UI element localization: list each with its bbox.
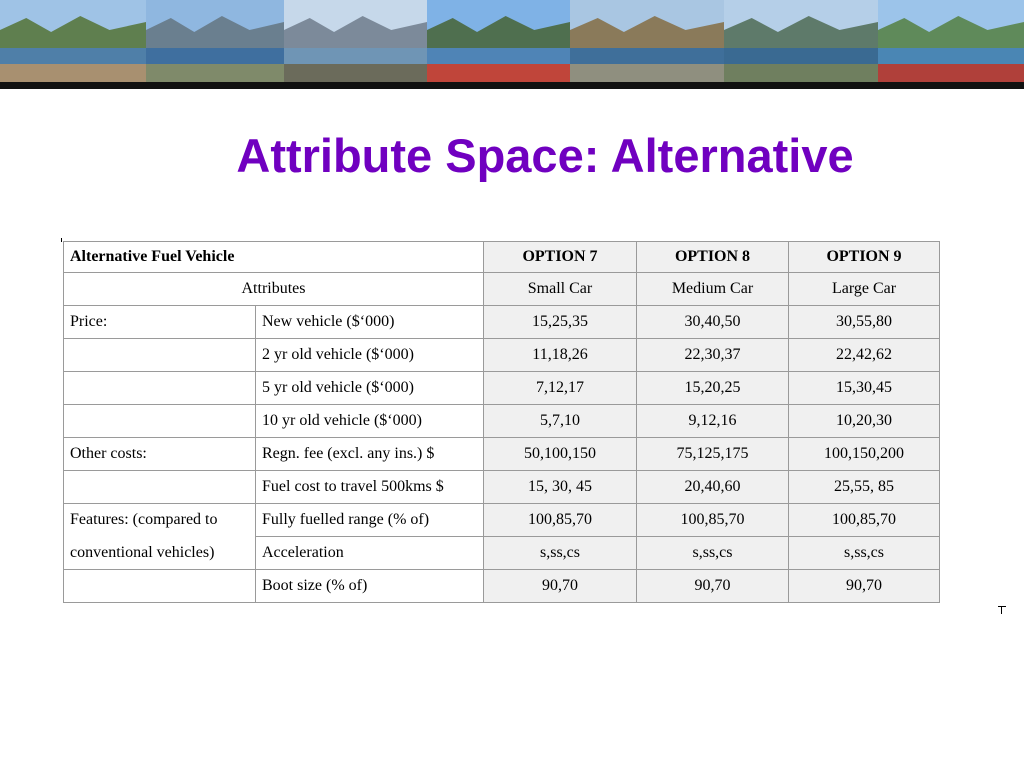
table-subheader-row <box>64 273 940 306</box>
table-header-row <box>64 242 940 273</box>
attribute-cell: Fuel cost to travel 500kms $ <box>256 471 484 504</box>
value-cell: 100,85,70 <box>789 504 940 537</box>
value-cell: 100,85,70 <box>637 504 789 537</box>
value-cell: 22,42,62 <box>789 339 940 372</box>
table-corner-mark <box>61 238 62 242</box>
value-cell: 10,20,30 <box>789 405 940 438</box>
group-cell <box>64 339 256 372</box>
option-header: OPTION 8 <box>637 242 789 273</box>
group-cell <box>64 570 256 603</box>
group-cell: Other costs: <box>64 438 256 471</box>
value-cell: 15,25,35 <box>484 306 637 339</box>
attribute-cell: 2 yr old vehicle ($‘000) <box>256 339 484 372</box>
value-cell: 22,30,37 <box>637 339 789 372</box>
attribute-cell: 5 yr old vehicle ($‘000) <box>256 372 484 405</box>
lake-panorama-photo <box>146 0 284 82</box>
value-cell: 25,55, 85 <box>789 471 940 504</box>
table-corner-mark <box>1001 606 1002 614</box>
value-cell: 20,40,60 <box>637 471 789 504</box>
option-header: OPTION 9 <box>789 242 940 273</box>
table-row <box>64 372 940 405</box>
attribute-cell: Acceleration <box>256 537 484 570</box>
table-row <box>64 306 940 339</box>
value-cell: 15,30,45 <box>789 372 940 405</box>
group-cell: Features: (compared to <box>64 504 256 537</box>
palm-garden-photo <box>427 0 570 82</box>
group-cell: Price: <box>64 306 256 339</box>
attribute-table <box>63 241 940 603</box>
group-cell <box>64 372 256 405</box>
attribute-cell: New vehicle ($‘000) <box>256 306 484 339</box>
table-row <box>64 537 940 570</box>
attribute-table-container <box>63 241 940 603</box>
value-cell: 11,18,26 <box>484 339 637 372</box>
slide-title: Attribute Space: Alternative <box>236 129 854 182</box>
table-row <box>64 339 940 372</box>
value-cell: s,ss,cs <box>637 537 789 570</box>
attribute-cell: 10 yr old vehicle ($‘000) <box>256 405 484 438</box>
value-cell: 9,12,16 <box>637 405 789 438</box>
photo-banner <box>0 0 1024 82</box>
value-cell: 30,40,50 <box>637 306 789 339</box>
attribute-cell: Regn. fee (excl. any ins.) $ <box>256 438 484 471</box>
value-cell: 100,85,70 <box>484 504 637 537</box>
rock-peak-photo <box>570 0 724 82</box>
group-cell: conventional vehicles) <box>64 537 256 570</box>
table-row <box>64 438 940 471</box>
value-cell: 7,12,17 <box>484 372 637 405</box>
value-cell: 15, 30, 45 <box>484 471 637 504</box>
value-cell: 30,55,80 <box>789 306 940 339</box>
value-cell: 5,7,10 <box>484 405 637 438</box>
table-title-cell: Alternative Fuel Vehicle <box>64 242 484 273</box>
value-cell: 50,100,150 <box>484 438 637 471</box>
cloudy-lake-photo <box>724 0 878 82</box>
value-cell: 90,70 <box>789 570 940 603</box>
value-cell: 100,150,200 <box>789 438 940 471</box>
car-size-cell: Small Car <box>484 273 637 306</box>
hill-village-photo <box>0 0 146 82</box>
lakeside-bench-photo <box>878 0 1024 82</box>
value-cell: 75,125,175 <box>637 438 789 471</box>
car-size-cell: Large Car <box>789 273 940 306</box>
table-corner-mark <box>998 606 1006 607</box>
banner-divider <box>0 82 1024 89</box>
value-cell: 90,70 <box>484 570 637 603</box>
group-cell <box>64 405 256 438</box>
attribute-cell: Fully fuelled range (% of) <box>256 504 484 537</box>
promenade-photo <box>284 0 427 82</box>
option-header: OPTION 7 <box>484 242 637 273</box>
table-row <box>64 471 940 504</box>
table-row <box>64 405 940 438</box>
table-row <box>64 570 940 603</box>
value-cell: s,ss,cs <box>484 537 637 570</box>
attribute-cell: Boot size (% of) <box>256 570 484 603</box>
group-cell <box>64 471 256 504</box>
attributes-label-cell: Attributes <box>64 273 484 306</box>
value-cell: 90,70 <box>637 570 789 603</box>
value-cell: s,ss,cs <box>789 537 940 570</box>
value-cell: 15,20,25 <box>637 372 789 405</box>
car-size-cell: Medium Car <box>637 273 789 306</box>
table-row <box>64 504 940 537</box>
